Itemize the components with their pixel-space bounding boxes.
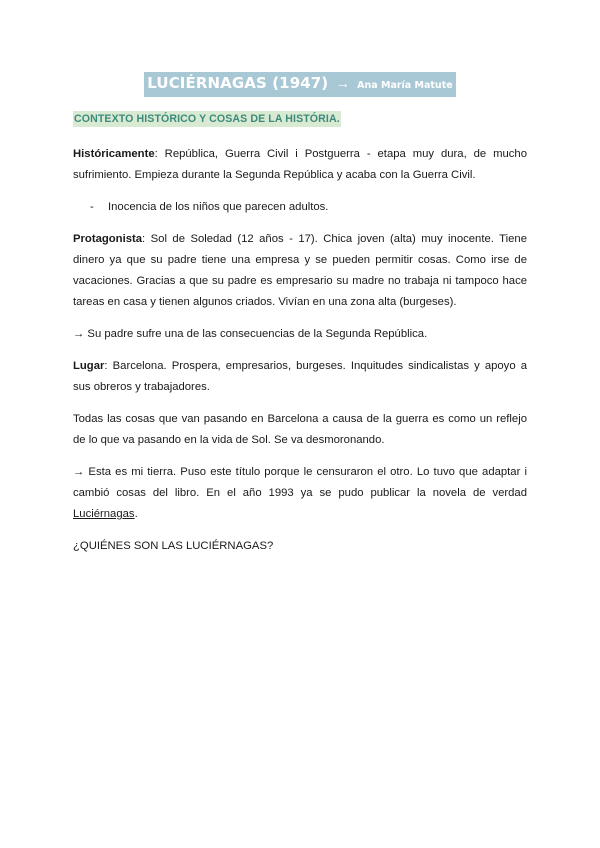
document-title: [144, 72, 455, 97]
question-heading: ¿QUIÉNES SON LAS LUCIÉRNAGAS?: [73, 540, 274, 552]
historicamente-text: : República, Guerra Civil i Postguerra - etapa muy dura, de mucho sufrimiento. Empieza durante la Segunda República y acaba con la Guerra Civil.: [73, 148, 527, 181]
title-bar: [0, 72, 600, 97]
lugar-paragraph: [73, 356, 527, 398]
document-body: [73, 109, 527, 557]
bullet-dash: -: [90, 201, 94, 213]
historicamente-label: Históricamente: [73, 148, 155, 160]
bullet-text: Inocencia de los niños que parecen adultos.: [108, 201, 329, 213]
lugar-text: : Barcelona. Prospera, empresarios, burgeses. Inquitudes sindicalistas y apoyo a sus obreros y trabajadores.: [73, 360, 527, 393]
title-main: LUCIÉRNAGAS (1947): [147, 74, 329, 92]
historicamente-paragraph: [73, 144, 527, 186]
tierra-paragraph: [73, 462, 527, 525]
reflejo-paragraph: Todas las cosas que van pasando en Barcelona a causa de la guerra es como un reflejo de lo que va pasando en la vida de Sol. Se va desmoronando.: [73, 413, 527, 446]
section-heading: CONTEXTO HISTÓRICO Y COSAS DE LA HISTÓRIA.: [74, 113, 340, 125]
bullet-item: [73, 197, 527, 218]
luciernagas-link[interactable]: Luciérnagas: [73, 508, 135, 520]
protagonista-label: Protagonista: [73, 233, 143, 245]
lugar-label: Lugar: [73, 360, 105, 372]
title-author: Ana María Matute: [357, 80, 453, 91]
tierra-end: .: [134, 508, 138, 520]
padre-note-paragraph: → Su padre sufre una de las consecuencias de la Segunda República.: [73, 328, 428, 340]
tierra-text: → Esta es mi tierra. Puso este título porque le censuraron el otro. Lo tuvo que adaptar i cambió cosas del libro. En el año 1993 ya se pudo publicar la novela de verdad: [73, 466, 527, 499]
protagonista-paragraph: [73, 229, 527, 313]
title-arrow: →: [335, 75, 350, 91]
protagonista-text: : Sol de Soledad (12 años - 17). Chica joven (alta) muy inocente. Tiene dinero ya que su padre tiene una empresa y se pueden permitir cosas. Como irse de vacaciones. Gracias a que su padre es empresario su madre no trabaja ni tampoco hace tareas en casa y tienen algunos criados. Vivían en una zona alta (burgeses).: [73, 233, 527, 308]
